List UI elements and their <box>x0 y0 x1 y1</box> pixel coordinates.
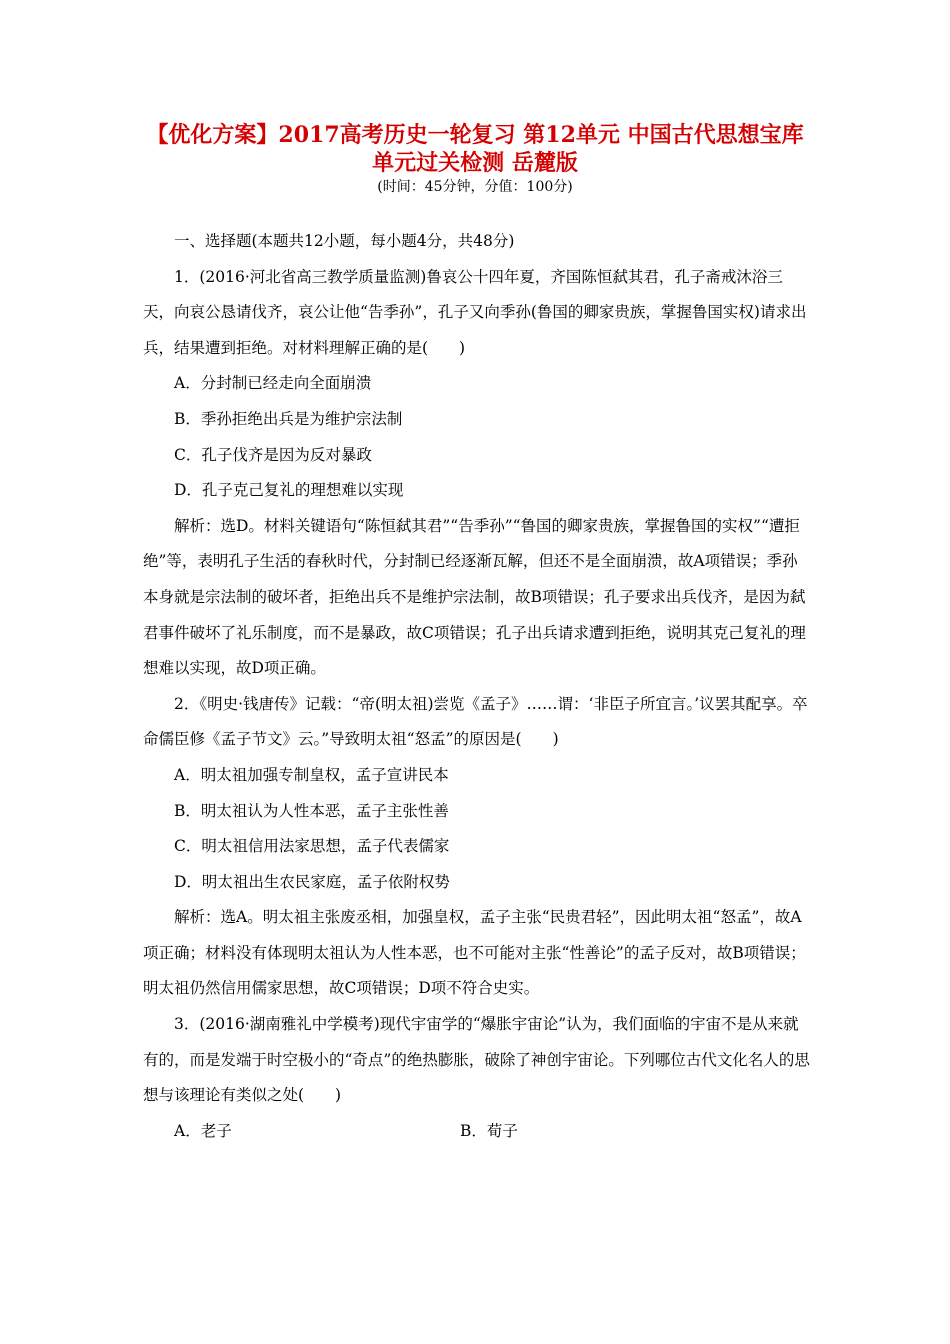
question-2-option-d: D．明太祖出生农民家庭，孟子依附权势 <box>174 872 450 891</box>
question-3-option-a: A．老子 <box>174 1121 232 1140</box>
question-3-option-b: B．荀子 <box>460 1121 518 1140</box>
section-heading: 一、选择题(本题共12小题，每小题4分，共48分) <box>174 232 515 250</box>
document-body <box>143 224 811 1149</box>
question-3-stem: 3．(2016·湖南雅礼中学模考)现代宇宙学的“爆胀宇宙论”认为，我们面临的宇宙不是从来就有的，而是发端于时空极小的“奇点”的绝热膨胀，破除了神创宇宙论。下列哪位古代文化名人的思想与该理论有类似之处( ) <box>143 1015 810 1105</box>
question-1-option-d: D．孔子克己复礼的理想难以实现 <box>174 481 404 500</box>
document-title-line-1: 【优化方案】2017高考历史一轮复习 第12单元 中国古代思想宝库 <box>146 122 804 148</box>
question-1-option-b: B．季孙拒绝出兵是为维护宗法制 <box>174 409 403 428</box>
question-2-option-b: B．明太祖认为人性本恶，孟子主张性善 <box>174 801 449 820</box>
question-1-option-a: A．分封制已经走向全面崩溃 <box>174 374 372 393</box>
question-2-option-a: A．明太祖加强专制皇权，孟子宣讲民本 <box>174 765 449 784</box>
document-title-line-2: 单元过关检测 岳麓版 <box>372 150 578 176</box>
question-3-options <box>143 1114 811 1150</box>
question-2-option-c: C．明太祖信用法家思想，孟子代表儒家 <box>174 837 450 856</box>
question-1-stem: 1．(2016·河北省高三教学质量监测)鲁哀公十四年夏，齐国陈恒弑其君，孔子斋戒沐浴三天，向哀公恳请伐齐，哀公让他“告季孙”，孔子又向季孙(鲁国的卿家贵族，掌握鲁国实权)请求出兵，结果遭到拒绝。对材料理解正确的是( ) <box>143 267 807 357</box>
question-2-stem: 2．《明史·钱唐传》记载：“帝(明太祖)尝览《孟子》……谓：‘非臣子所宜言。’议罢其配享。卒命儒臣修《孟子节文》云。”导致明太祖“怒孟”的原因是( ) <box>143 694 808 749</box>
question-1-option-c: C．孔子伐齐是因为反对暴政 <box>174 445 372 464</box>
question-2-analysis: 解析：选A。明太祖主张废丞相，加强皇权，孟子主张“民贵君轻”，因此明太祖“怒孟”，故A项正确；材料没有体现明太祖认为人性本恶，也不可能对主张“性善论”的孟子反对，故B项错误；明太祖仍然信用儒家思想，故C项错误；D项不符合史实。 <box>143 908 806 998</box>
document-subtitle: (时间：45分钟，分值：100分) <box>377 179 573 195</box>
question-1-analysis: 解析：选D。材料关键语句“陈恒弑其君”“告季孙”“鲁国的卿家贵族，掌握鲁国的实权”“遭拒绝”等，表明孔子生活的春秋时代，分封制已经逐渐瓦解，但还不是全面崩溃，故A项错误；季孙本身就是宗法制的破坏者，拒绝出兵不是维护宗法制，故B项错误；孔子要求出兵伐齐，是因为弑君事件破坏了礼乐制度，而不是暴政，故C项错误；孔子出兵请求遭到拒绝，说明其克己复礼的理想难以实现，故D项正确。 <box>143 516 806 678</box>
